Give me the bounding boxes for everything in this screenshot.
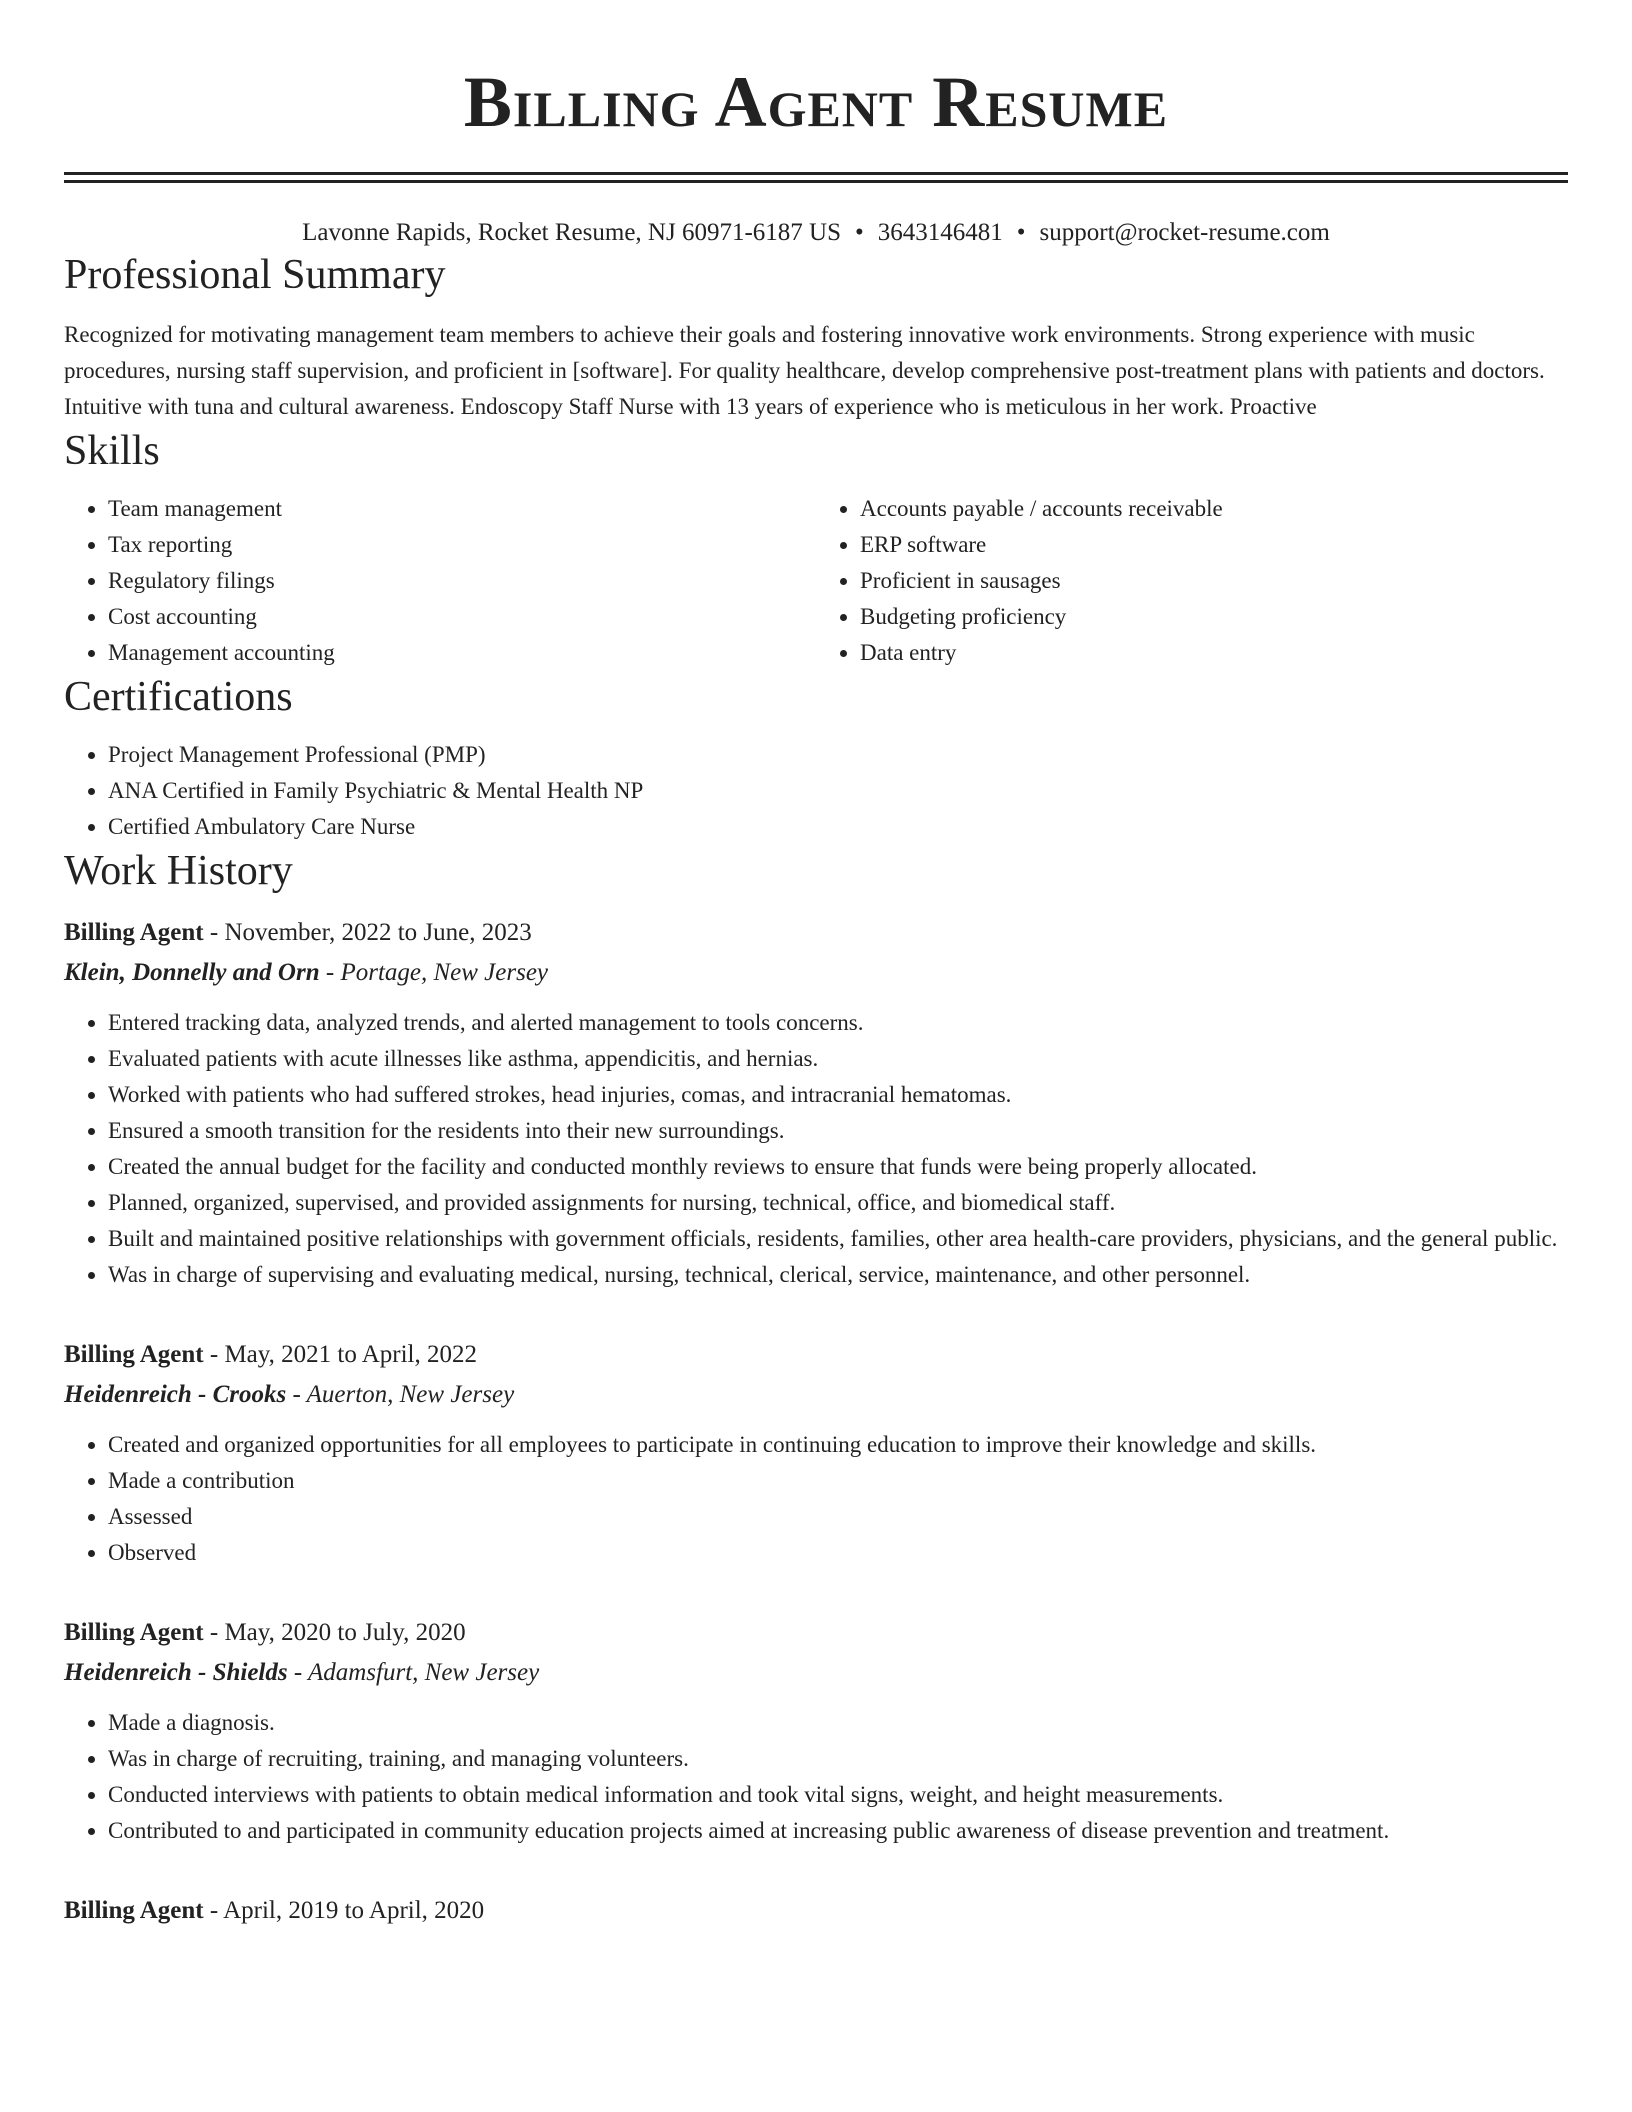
- company-name: Heidenreich - Crooks: [64, 1381, 287, 1408]
- job-title-line: [64, 913, 1568, 953]
- job-bullet: • Created the annual budget for the facility and conducted monthly reviews to ensure that funds were being properly allocated.: [108, 1149, 1568, 1185]
- job-bullets: [64, 1705, 1568, 1849]
- dash: -: [203, 1897, 224, 1924]
- skill-item: • Team management: [108, 491, 816, 527]
- skills-heading: Skills: [64, 428, 160, 474]
- job-bullet: • Contributed to and participated in community education projects aimed at increasing public awareness of disease prevention and treatment.: [108, 1813, 1568, 1849]
- company-line: [64, 1375, 1568, 1415]
- job-bullet: • Was in charge of recruiting, training, and managing volunteers.: [108, 1741, 1568, 1777]
- summary-text: Recognized for motivating management team members to achieve their goals and fostering innovative work environments. Strong experience with music procedures, nursing staff supervision, and proficient in [software]. For quality healthcare, develop comprehensive post-treatment plans with patients and doctors. Intuitive with tuna and cultural awareness. Endoscopy Staff Nurse with 13 years of experience who is meticulous in her work. Proactive: [64, 322, 1545, 419]
- job-dates: May, 2020 to July, 2020: [224, 1619, 466, 1646]
- job-title-line: [64, 1891, 1568, 1931]
- company-location: Adamsfurt, New Jersey: [307, 1659, 540, 1686]
- company-line: [64, 1653, 1568, 1693]
- job-bullets: [64, 1427, 1568, 1571]
- job-bullet: • Evaluated patients with acute illnesses like asthma, appendicitis, and hernias.: [108, 1041, 1568, 1077]
- contact-email[interactable]: support@rocket-resume.com: [1039, 219, 1330, 246]
- contact-phone[interactable]: 3643146481: [877, 219, 1003, 246]
- dash: -: [203, 1341, 225, 1368]
- job-bullet: • Observed: [108, 1535, 1568, 1571]
- certifications-list: [64, 737, 1568, 845]
- skill-item: • Tax reporting: [108, 527, 816, 563]
- job-bullet: • Ensured a smooth transition for the residents into their new surroundings.: [108, 1113, 1568, 1149]
- job-bullet: • Entered tracking data, analyzed trends, and alerted management to tools concerns.: [108, 1005, 1568, 1041]
- job-title: Billing Agent: [64, 1619, 204, 1646]
- skill-item: • Regulatory filings: [108, 563, 816, 599]
- job-dates: April, 2019 to April, 2020: [223, 1897, 485, 1924]
- job-entry: [64, 1335, 1568, 1571]
- skill-item: • Accounts payable / accounts receivable: [860, 491, 1568, 527]
- company-line: [64, 953, 1568, 993]
- job-dates: May, 2021 to April, 2022: [224, 1341, 477, 1368]
- certifications-heading: Certifications: [64, 674, 293, 720]
- job-bullet: • Conducted interviews with patients to obtain medical information and took vital signs, weight, and height measurements.: [108, 1777, 1568, 1813]
- title-divider: [64, 172, 1568, 183]
- skills-left-list: [64, 491, 816, 671]
- dash: -: [287, 1659, 308, 1686]
- job-bullet: • Made a contribution: [108, 1463, 1568, 1499]
- certification-item: • Project Management Professional (PMP): [108, 737, 1568, 773]
- job-bullet: • Created and organized opportunities for all employees to participate in continuing education to improve their knowledge and skills.: [108, 1427, 1568, 1463]
- job-title: Billing Agent: [64, 1897, 204, 1924]
- skill-item: • Proficient in sausages: [860, 563, 1568, 599]
- job-bullet: • Assessed: [108, 1499, 1568, 1535]
- job-title-line: [64, 1335, 1568, 1375]
- job-entry: [64, 1613, 1568, 1849]
- resume-page: [64, 0, 1568, 1931]
- job-bullet: • Worked with patients who had suffered strokes, head injuries, comas, and intracranial hematomas.: [108, 1077, 1568, 1113]
- skills-right-list: [816, 491, 1568, 671]
- job-bullet: • Was in charge of supervising and evaluating medical, nursing, technical, clerical, service, maintenance, and other personnel.: [108, 1257, 1568, 1293]
- resume-title: Billing Agent Resume: [463, 62, 1169, 142]
- dash: -: [286, 1381, 307, 1408]
- contact-separator: •: [1016, 219, 1026, 246]
- company-name: Klein, Donnelly and Orn: [64, 959, 320, 986]
- job-title: Billing Agent: [64, 919, 204, 946]
- company-location: Auerton, New Jersey: [306, 1381, 515, 1408]
- skill-item: • Budgeting proficiency: [860, 599, 1568, 635]
- work-history-heading: Work History: [64, 848, 293, 894]
- job-bullet: • Planned, organized, supervised, and provided assignments for nursing, technical, office, and biomedical staff.: [108, 1185, 1568, 1221]
- summary-heading: Professional Summary: [64, 252, 446, 298]
- contact-address: Lavonne Rapids, Rocket Resume, NJ 60971-6187 US: [302, 219, 841, 246]
- skills-columns: [64, 491, 1568, 671]
- skill-item: • Cost accounting: [108, 599, 816, 635]
- contact-separator: •: [855, 219, 864, 246]
- job-title: Billing Agent: [64, 1341, 204, 1368]
- job-dates: November, 2022 to June, 2023: [224, 919, 532, 946]
- dash: -: [203, 1619, 225, 1646]
- certification-item: • Certified Ambulatory Care Nurse: [108, 809, 1568, 845]
- skill-item: • Management accounting: [108, 635, 816, 671]
- dash: -: [203, 919, 225, 946]
- dash: -: [319, 959, 341, 986]
- skill-item: • ERP software: [860, 527, 1568, 563]
- job-bullet: • Made a diagnosis.: [108, 1705, 1568, 1741]
- skill-item: • Data entry: [860, 635, 1568, 671]
- job-title-line: [64, 1613, 1568, 1653]
- company-name: Heidenreich - Shields: [64, 1659, 288, 1686]
- job-bullets: [64, 1005, 1568, 1293]
- company-location: Portage, New Jersey: [340, 959, 549, 986]
- certification-item: • ANA Certified in Family Psychiatric & Mental Health NP: [108, 773, 1568, 809]
- job-bullet: • Built and maintained positive relationships with government officials, residents, families, other area health-care providers, physicians, and the general public.: [108, 1221, 1568, 1257]
- job-entry: [64, 1891, 1568, 1931]
- contact-line: [64, 217, 1568, 249]
- job-entry: [64, 913, 1568, 1293]
